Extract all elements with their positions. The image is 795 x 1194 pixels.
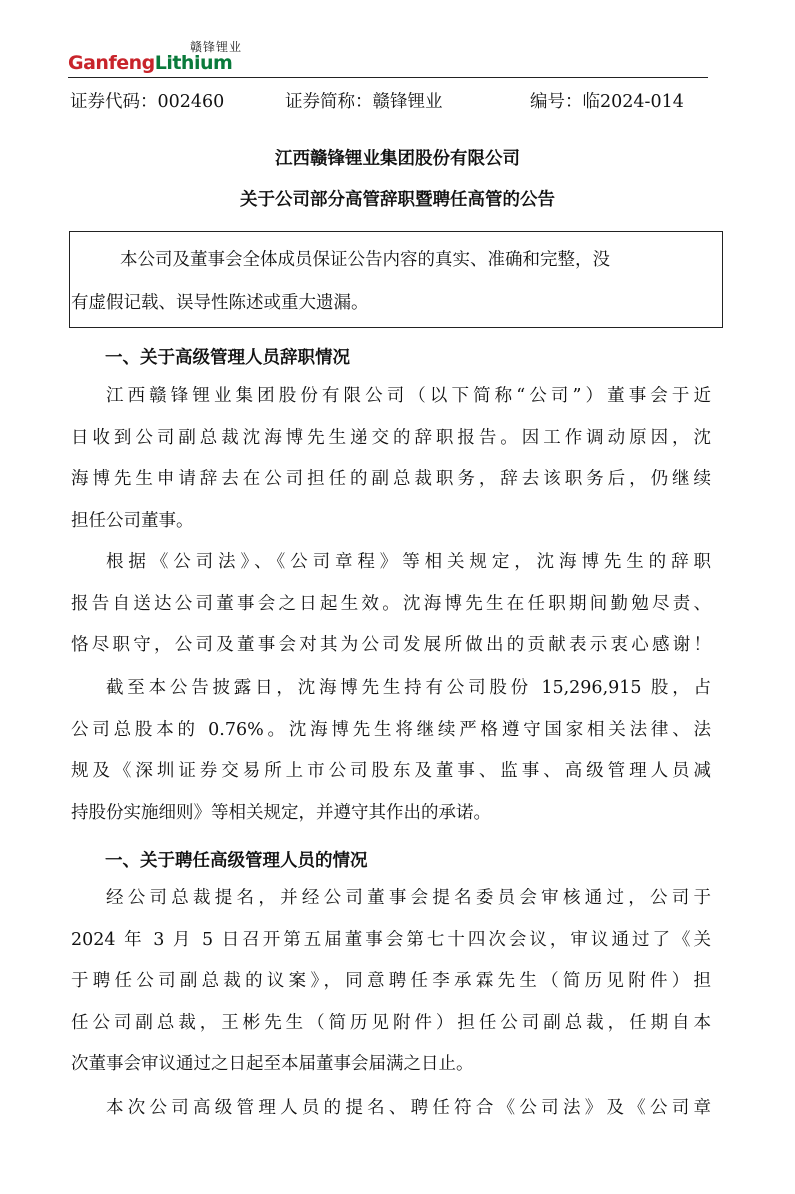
text-line: 2024 年 3 月 5 日召开第五届董事会第七十四次会议，审议通过了《关	[71, 929, 711, 950]
logo-word-lithium: Lithium	[154, 52, 233, 74]
text-line: 规及《深圳证券交易所上市公司股东及董事、监事、高级管理人员减	[71, 761, 711, 781]
text-line: 次董事会审议通过之日起至本届董事会届满之日止。	[71, 1054, 474, 1074]
paragraph	[71, 668, 711, 834]
text-line: 恪尽职守，公司及董事会对其为公司发展所做出的贡献表示衷心感谢！	[71, 635, 711, 655]
notice-line: 有虚假记载、误导性陈述或重大遗漏。	[71, 293, 369, 313]
section-heading-resignation: 一、关于高级管理人员辞职情况	[105, 348, 350, 368]
text-line: 报告自送达公司董事会之日起生效。沈海博先生在任职期间勤勉尽责、	[71, 593, 711, 614]
text-line: 于聘任公司副总裁的议案》，同意聘任李承霖先生（简历见附件）担	[71, 971, 711, 991]
security-short-name: 证券简称：赣锋锂业	[285, 92, 443, 112]
paragraph	[71, 542, 711, 667]
text-line: 任公司副总裁，王彬先生（简历见附件）担任公司副总裁，任期自本	[71, 1012, 711, 1033]
announcement-title: 关于公司部分高管辞职暨聘任高管的公告	[240, 190, 555, 210]
company-logo	[68, 38, 248, 78]
text-line: 持股份实施细则》等相关规定，并遵守其作出的承诺。	[71, 802, 491, 823]
logo-word-ganfeng: Ganfeng	[68, 52, 155, 74]
company-name-title: 江西赣锋锂业集团股份有限公司	[275, 149, 520, 169]
paragraph	[71, 878, 711, 1086]
logo-chinese-name: 赣锋锂业	[189, 40, 242, 54]
notice-line: 本公司及董事会全体成员保证公告内容的真实、准确和完整，没	[120, 250, 610, 270]
security-code: 证券代码：002460	[70, 92, 225, 112]
text-line: 根据《公司法》、《公司章程》等相关规定，沈海博先生的辞职	[106, 552, 711, 572]
text-line: 日收到公司副总裁沈海博先生递交的辞职报告。因工作调动原因，沈	[71, 427, 711, 448]
announcement-serial: 编号：临2024-014	[530, 92, 684, 112]
header-divider	[68, 77, 708, 78]
section-heading-appointment: 一、关于聘任高级管理人员的情况	[105, 851, 368, 871]
text-line: 本次公司高级管理人员的提名、聘任符合《公司法》及《公司章	[106, 1098, 711, 1118]
paragraph	[71, 1088, 711, 1130]
paragraph	[71, 376, 711, 542]
text-line: 截至本公告披露日，沈海博先生持有公司股份 15,296,915 股，占	[106, 678, 711, 698]
text-line: 经公司总裁提名，并经公司董事会提名委员会审核通过，公司于	[106, 888, 711, 908]
text-line: 江西赣锋锂业集团股份有限公司（以下简称“公司”）董事会于近	[106, 386, 711, 406]
text-line: 海博先生申请辞去在公司担任的副总裁职务，辞去该职务后，仍继续	[71, 469, 711, 489]
text-line: 担任公司董事。	[71, 510, 194, 531]
text-line: 公司总股本的 0.76%。沈海博先生将继续严格遵守国家相关法律、法	[71, 719, 711, 740]
board-guarantee-notice	[69, 231, 723, 328]
logo-english-name	[68, 52, 232, 74]
